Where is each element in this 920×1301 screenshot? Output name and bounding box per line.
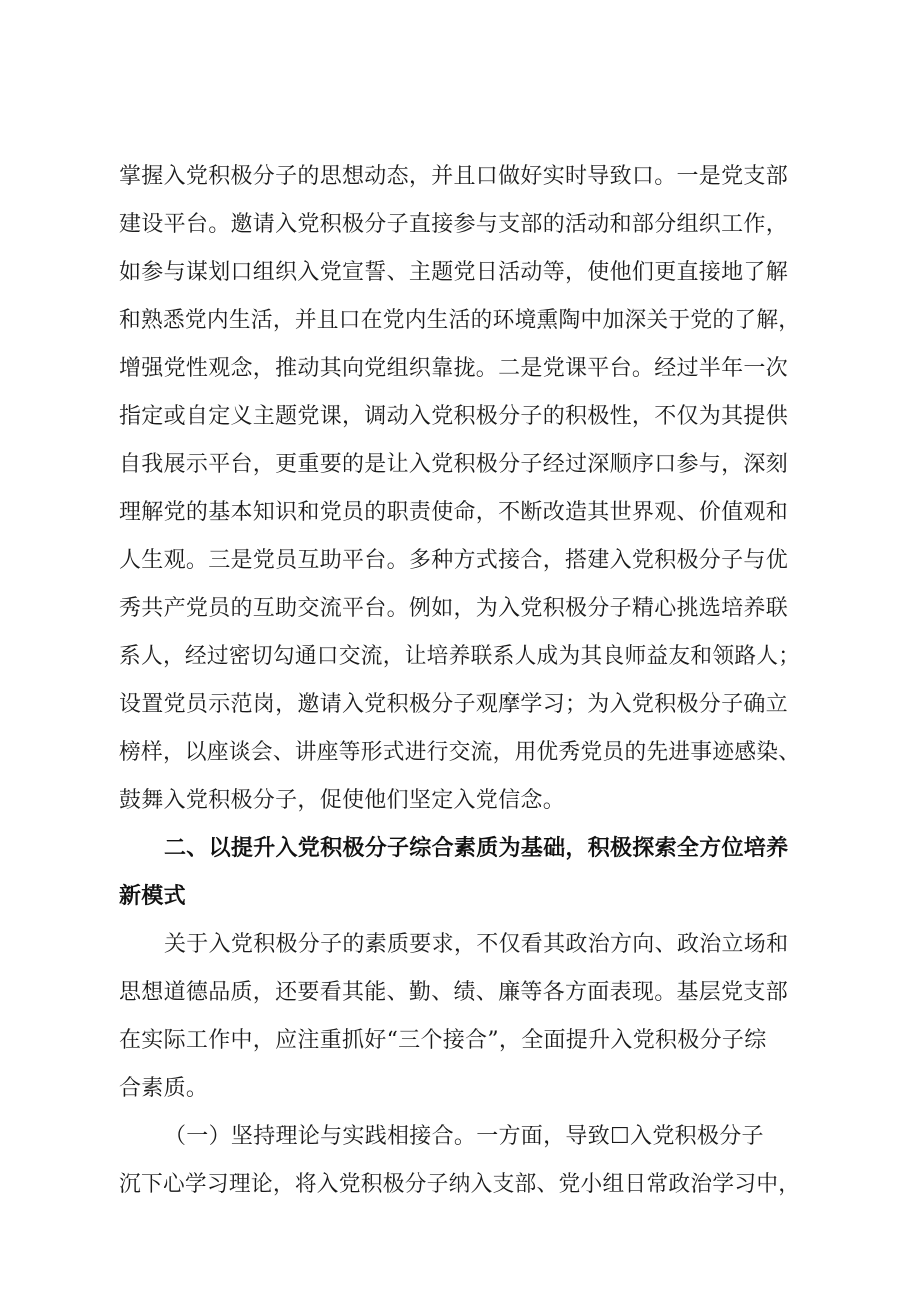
paragraph-line: 人生观。三是党员互助平台。多种方式接合，搭建入党积极分子与优 (119, 548, 789, 573)
paragraph-line: 合素质。 (119, 1076, 209, 1101)
paragraph-line: 沉下心学习理论，将入党积极分子纳入支部、党小组日常政治学习中， (119, 1172, 801, 1197)
paragraph-line: 在实际工作中，应注重抓好“三个接合”，全面提升入党积极分子综 (119, 1028, 767, 1053)
paragraph-line: 建设平台。邀请入党积极分子直接参与支部的活动和部分组织工作， (119, 212, 789, 237)
paragraph-line: 理解党的基本知识和党员的职责使命，不断改造其世界观、价值观和 (119, 500, 789, 525)
paragraph-line: 榜样，以座谈会、讲座等形式进行交流，用优秀党员的先进事迹感染、 (119, 740, 801, 765)
section-heading-continued: 新模式 (119, 884, 186, 909)
subsection-line: （一）坚持理论与实践相接合。一方面，导致☐入党积极分子 (164, 1124, 764, 1149)
paragraph-line: 增强党性观念，推动其向党组织靠拢。二是党课平台。经过半年一次 (119, 356, 789, 381)
paragraph-line: 设置党员示范岗，邀请入党积极分子观摩学习；为入党积极分子确立 (119, 692, 789, 717)
paragraph-line: 自我展示平台，更重要的是让入党积极分子经过深顺序口参与，深刻 (119, 452, 789, 477)
paragraph-line: 如参与谋划口组织入党宣誓、主题党日活动等，使他们更直接地了解 (119, 260, 789, 285)
paragraph-line: 关于入党积极分子的素质要求，不仅看其政治方向、政治立场和 (164, 932, 789, 957)
section-heading: 二、以提升入党积极分子综合素质为基础，积极探索全方位培养 (164, 836, 789, 861)
paragraph-line: 系人，经过密切勾通口交流，让培养联系人成为其良师益友和领路人； (119, 644, 801, 669)
paragraph-line: 和熟悉党内生活，并且口在党内生活的环境熏陶中加深关于党的了解， (119, 308, 801, 333)
paragraph-line: 指定或自定义主题党课，调动入党积极分子的积极性，不仅为其提供 (119, 404, 789, 429)
paragraph-line: 掌握入党积极分子的思想动态，并且口做好实时导致口。一是党支部 (119, 164, 789, 189)
paragraph-line: 鼓舞入党积极分子，促使他们坚定入党信念。 (119, 788, 566, 813)
paragraph-line: 秀共产党员的互助交流平台。例如，为入党积极分子精心挑选培养联 (119, 596, 789, 621)
paragraph-line: 思想道德品质，还要看其能、勤、绩、廉等各方面表现。基层党支部 (119, 980, 789, 1005)
